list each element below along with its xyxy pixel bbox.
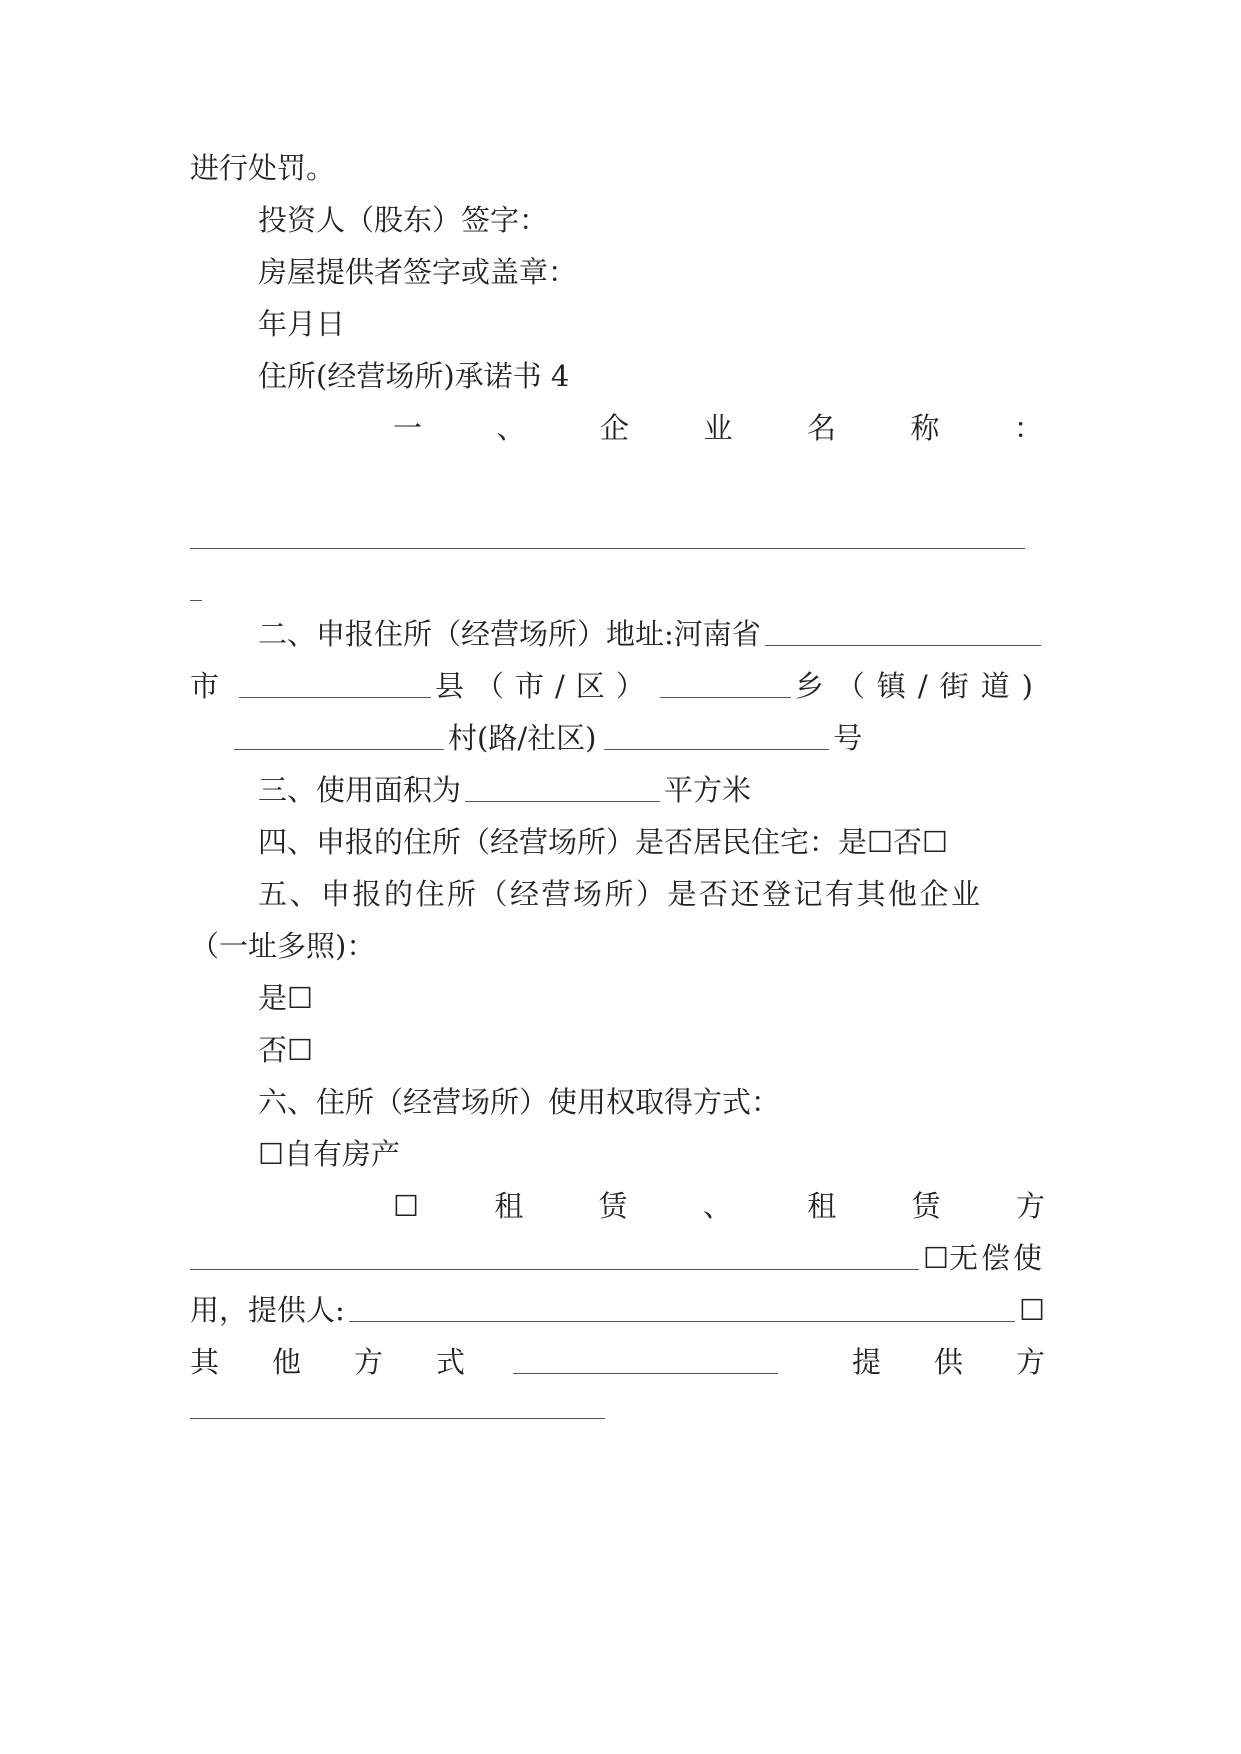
heading-char: 企 [599, 410, 629, 445]
lease-char: 赁 [911, 1188, 941, 1223]
address-line-2 [190, 666, 1045, 706]
other-char: 其 [190, 1344, 220, 1379]
lessor-blank[interactable] [190, 1247, 919, 1270]
date-label: 年月日 [258, 306, 346, 341]
provider-signature-line [258, 252, 1045, 292]
county-blank[interactable] [660, 675, 791, 698]
village-label: 村(路/社区) [448, 720, 597, 755]
village-blank[interactable] [604, 727, 829, 750]
multi-no-label: 否 [258, 1032, 288, 1067]
province-label: 河南省 [673, 616, 761, 651]
residential-yes-checkbox[interactable]: ☐ [867, 824, 894, 859]
free-use-label: 无偿使 [948, 1240, 1045, 1275]
own-property-line [258, 1134, 1045, 1174]
town-blank[interactable] [234, 727, 444, 750]
heading-char: 、 [496, 410, 526, 445]
multi-license-line-1 [258, 874, 1045, 914]
heading-char: 名 [806, 410, 836, 445]
date-line [258, 304, 1045, 344]
lease-checkbox[interactable]: ☐ [393, 1188, 419, 1223]
heading-char: 称 [910, 410, 940, 445]
multi-no-line [258, 1030, 1045, 1070]
other-char: 他 [272, 1344, 302, 1379]
provider-char: 供 [933, 1344, 963, 1379]
method-heading-line [258, 1082, 1045, 1122]
multi-no-checkbox[interactable]: ☐ [287, 1032, 314, 1067]
area-line [258, 770, 1045, 810]
enterprise-name-blank[interactable] [190, 525, 1025, 549]
own-property-checkbox[interactable]: ☐ [258, 1136, 284, 1171]
free-provider-blank[interactable] [349, 1299, 1015, 1322]
free-provider-label: 用，提供人: [190, 1292, 345, 1327]
residential-yes-label: 是 [838, 824, 868, 859]
multi-license-line-2 [190, 926, 1045, 966]
free-use-checkbox[interactable]: ☐ [922, 1240, 949, 1275]
provider-char: 方 [1015, 1344, 1045, 1379]
multi-license-label: 五、申报的住所（经营场所）是否还登记有其他企业 [258, 876, 983, 911]
residential-no-checkbox[interactable]: ☐ [922, 824, 949, 859]
other-char: 式 [436, 1344, 466, 1379]
heading-char: 一 [393, 410, 423, 445]
method-label: 六、住所（经营场所）使用权取得方式： [258, 1084, 781, 1119]
commitment-title: 住所(经营场所)承诺书 4 [258, 358, 570, 393]
residential-label: 四、申报的住所（经营场所）是否居民住宅： [258, 824, 839, 859]
commitment-title-line [258, 356, 1045, 396]
investor-signature-line [258, 200, 1045, 240]
other-provider-blank[interactable] [190, 1396, 605, 1419]
town-label: 乡（镇/街道) [794, 668, 1045, 703]
text-line-punishment [190, 148, 1045, 188]
lease-char: 租 [807, 1188, 837, 1223]
other-method-blank[interactable] [513, 1351, 778, 1374]
number-label: 号 [833, 720, 863, 755]
area-blank[interactable] [465, 779, 660, 802]
residential-line [258, 822, 1045, 862]
other-method-line [190, 1342, 1045, 1382]
heading-char: ： [1013, 410, 1043, 445]
address-line-1 [258, 614, 1045, 654]
city-label: 市 [190, 668, 220, 703]
county-label: 县（市/区） [435, 668, 656, 703]
enterprise-name-heading [393, 408, 1043, 448]
city-blank[interactable] [239, 675, 431, 698]
investor-signature-label: 投资人（股东）签字： [258, 202, 549, 237]
other-provider-line [190, 1395, 1045, 1419]
multi-license-label-cont: （一址多照)： [190, 928, 376, 963]
lease-line [393, 1186, 1045, 1226]
other-method-checkbox[interactable]: ☐ [1019, 1292, 1045, 1327]
lease-char: 赁 [598, 1188, 628, 1223]
lease-char: 、 [702, 1188, 732, 1223]
blank-line[interactable] [190, 526, 1025, 549]
free-provider-line [190, 1290, 1045, 1330]
lease-char: 方 [1015, 1188, 1045, 1223]
multi-yes-label: 是 [258, 980, 288, 1015]
multi-yes-line [258, 978, 1045, 1018]
lease-char: 租 [494, 1188, 524, 1223]
enterprise-name-blank-tail[interactable] [190, 577, 1045, 601]
provider-char: 提 [851, 1344, 881, 1379]
address-label: 二、申报住所（经营场所）地址: [258, 616, 674, 651]
provider-signature-label: 房屋提供者签字或盖章： [258, 254, 578, 289]
address-line-3 [190, 718, 1045, 758]
punishment-text: 进行处罚。 [190, 150, 336, 185]
lessor-line [190, 1238, 1045, 1278]
province-blank[interactable] [765, 623, 1041, 646]
area-label: 三、使用面积为 [258, 772, 462, 807]
heading-char: 业 [703, 410, 733, 445]
own-property-label: 自有房产 [284, 1136, 401, 1171]
multi-yes-checkbox[interactable]: ☐ [287, 980, 314, 1015]
other-char: 方 [354, 1344, 384, 1379]
blank-line[interactable] [190, 578, 202, 601]
residential-no-label: 否 [893, 824, 923, 859]
area-unit: 平方米 [664, 772, 752, 807]
